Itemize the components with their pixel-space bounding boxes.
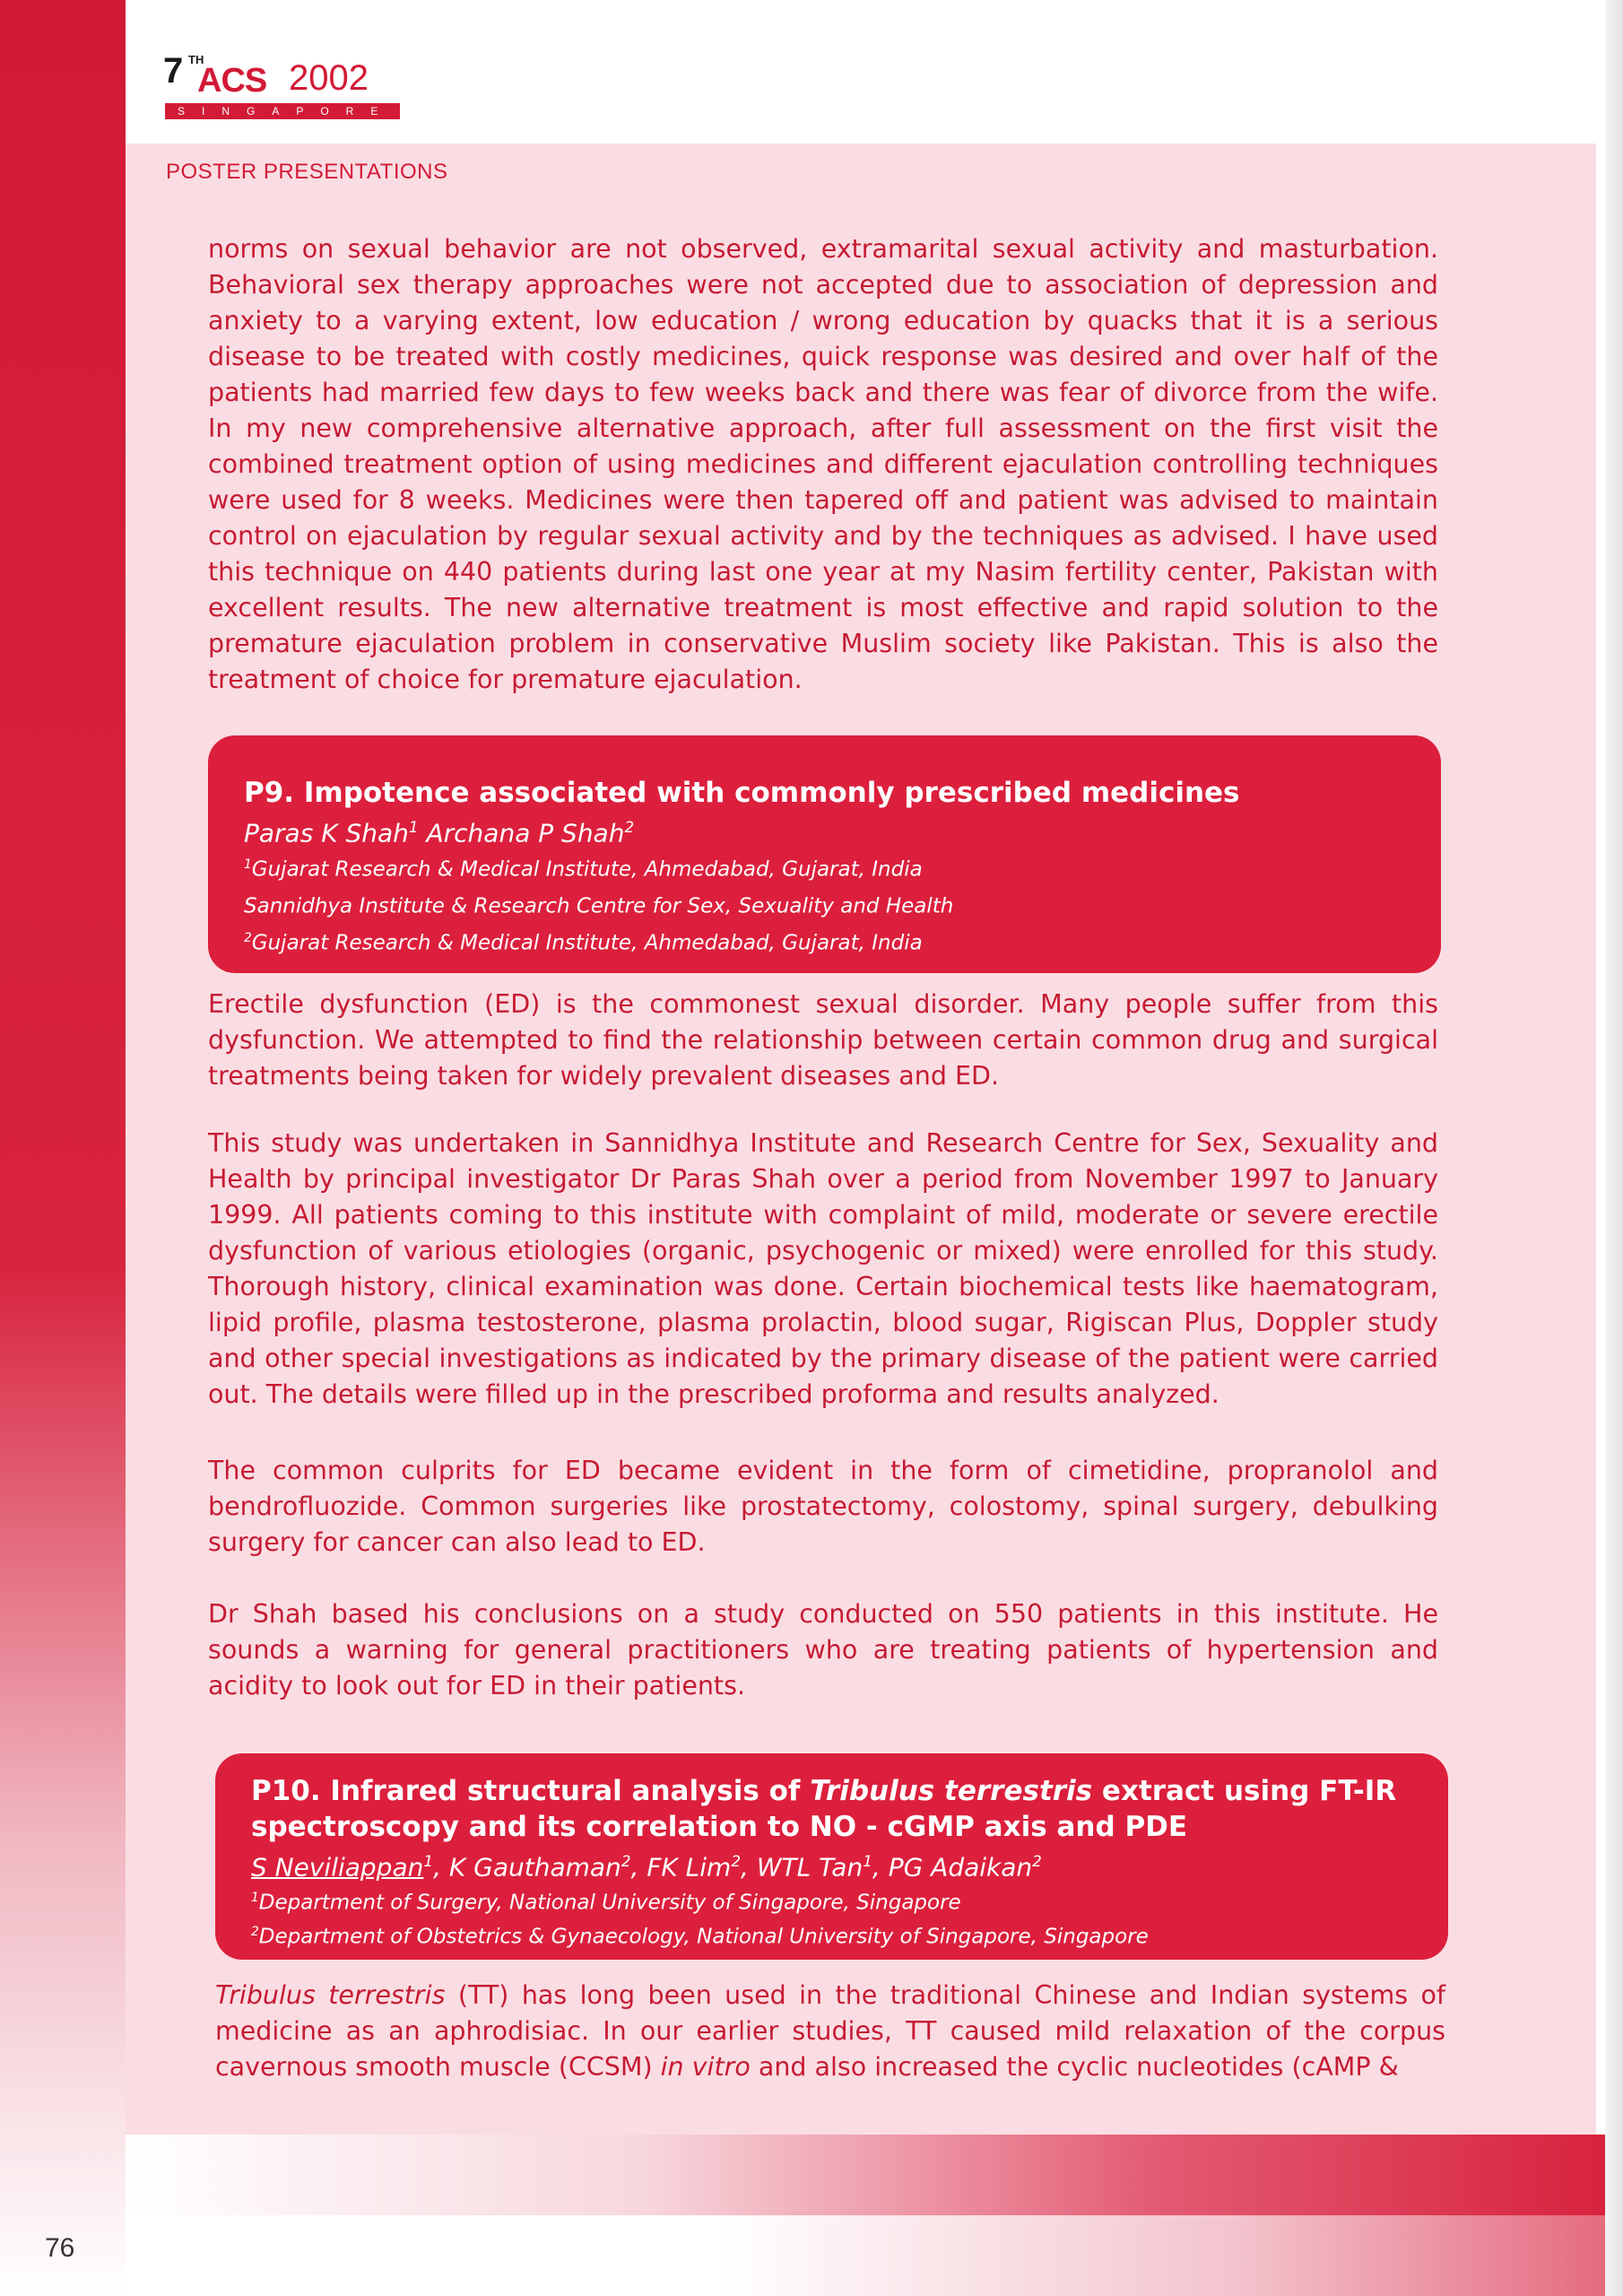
left-red-margin xyxy=(0,0,126,2296)
p9-title-box xyxy=(208,735,1441,973)
conference-logo xyxy=(161,49,404,121)
p10-title: P10. Infrared structural analysis of Tribulus terrestris extract using FT-IR spectroscopy and its correlation to NO - cGMP axis and PDE xyxy=(251,1775,1397,1843)
logo-ordinal: TH xyxy=(188,53,204,66)
section-title: POSTER PRESENTATIONS xyxy=(166,160,448,184)
p10-affiliation-1: $^1$Department of Surgery, National University of Singapore, Singapore xyxy=(251,1891,961,1915)
p10-affiliation-2: $^2$Department of Obstetrics & Gynaecology, National University of Singapore, Singapore xyxy=(251,1924,1149,1949)
logo-number: 7 xyxy=(163,51,184,91)
logo-city: SINGAPORE xyxy=(165,103,400,119)
p10-author-3: FK Lim xyxy=(647,1852,732,1883)
p9-paragraph-3: The common culprits for ED became evident in the form of cimetidine, propranolol and bendrofluozide. Common surgeries like prostatectomy, colostomy, spinal surgery, debulking surgery for cancer can also lead to ED. xyxy=(208,1456,1438,1557)
p9-title: P9. Impotence associated with commonly prescribed medicines xyxy=(244,777,1240,809)
p9-author-1-sup: 1 xyxy=(408,818,419,836)
p9-authors xyxy=(244,811,1405,849)
p9-affiliation-1b: Sannidhya Institute & Research Centre for Sex, Sexuality and Health xyxy=(244,894,954,918)
p10-author-5: PG Adaikan xyxy=(888,1852,1033,1883)
bottom-gradient-band-lower xyxy=(126,2215,1605,2296)
p9-author-1: Paras K Shah xyxy=(244,818,409,848)
page-edge xyxy=(1605,0,1623,2296)
logo-year: 2002 xyxy=(289,58,369,98)
p9-affiliation-1: $^1$Gujarat Research & Medical Institute, Ahmedabad, Gujarat, India xyxy=(244,857,923,882)
p10-author-4: WTL Tan xyxy=(756,1852,864,1883)
p10-author-2: K Gauthaman xyxy=(448,1852,621,1883)
p9-paragraph-1: Erectile dysfunction (ED) is the commonest sexual disorder. Many people suffer from this dysfunction. We attempted to find the relationship between certain common drug and surgical treatments being taken for widely prevalent diseases and ED. xyxy=(208,989,1438,1091)
continued-paragraph: norms on sexual behavior are not observed, extramarital sexual activity and masturbation. Behavioral sex therapy approaches were not accepted due to association of depression and anxiety to a varying extent, low education / wrong education by quacks that it is a serious disease to be treated with costly medicines, quick response was desired and over half of the patients had married few days to few weeks back and there was fear of divorce from the wife. In my new comprehensive alternative approach, after full assessment on the first visit the combined treatment option of using medicines and different ejaculation controlling techniques were used for 8 weeks. Medicines were then tapered off and patient was advised to maintain control on ejaculation by regular sexual activity and by the techniques as advised. I have used this technique on 440 patients during last one year at my Nasim fertility center, Pakistan with excellent results. The new alternative treatment is most effective and rapid solution to the premature ejaculation problem in conservative Muslim society like Pakistan. This is also the treatment of choice for premature ejaculation. xyxy=(208,234,1438,694)
p9-affiliation-2: $^2$Gujarat Research & Medical Institute, Ahmedabad, Gujarat, India xyxy=(244,930,923,955)
p10-title-box xyxy=(215,1753,1448,1960)
p10-author-1: S Neviliappan xyxy=(251,1852,424,1883)
p9-paragraph-4: Dr Shah based his conclusions on a study conducted on 550 patients in this institute. He sounds a warning for general practitioners who are treating patients of hypertension and acidity to look out for ED in their patients. xyxy=(208,1599,1438,1700)
p9-paragraph-2: This study was undertaken in Sannidhya Institute and Research Centre for Sex, Sexuality and Health by principal investigator Dr Paras Shah over a period from November 1997 to January 1999. All patients coming to this institute with complaint of mild, moderate or severe erectile dysfunction of various etiologies (organic, psychogenic or mixed) were enrolled for this study. Thorough history, clinical examination was done. Certain biochemical tests like haematogram, lipid profile, plasma testosterone, plasma prolactin, blood sugar, Rigiscan Plus, Doppler study and other special investigations as indicated by the primary disease of the patient were carried out. The details were filled up in the prescribed proforma and results analyzed. xyxy=(208,1128,1438,1409)
p10-authors: S Neviliappan$^1$, K Gauthaman$^2$, FK Lim$^2$, WTL Tan$^1$, PG Adaikan$^2$ xyxy=(251,1852,1042,1883)
page-number: 76 xyxy=(45,2233,75,2263)
p10-paragraph-1: Tribulus terrestris (TT) has long been used in the traditional Chinese and Indian systems of medicine as an aphrodisiac. In our earlier studies, TT caused mild relaxation of the corpus cavernous smooth muscle (CCSM) in vitro and also increased the cyclic nucleotides (cAMP & xyxy=(215,1980,1445,2082)
p9-author-2-sup: 2 xyxy=(624,818,635,836)
logo-name: ACS xyxy=(197,62,267,100)
p9-author-2: Archana P Shah xyxy=(426,818,625,848)
